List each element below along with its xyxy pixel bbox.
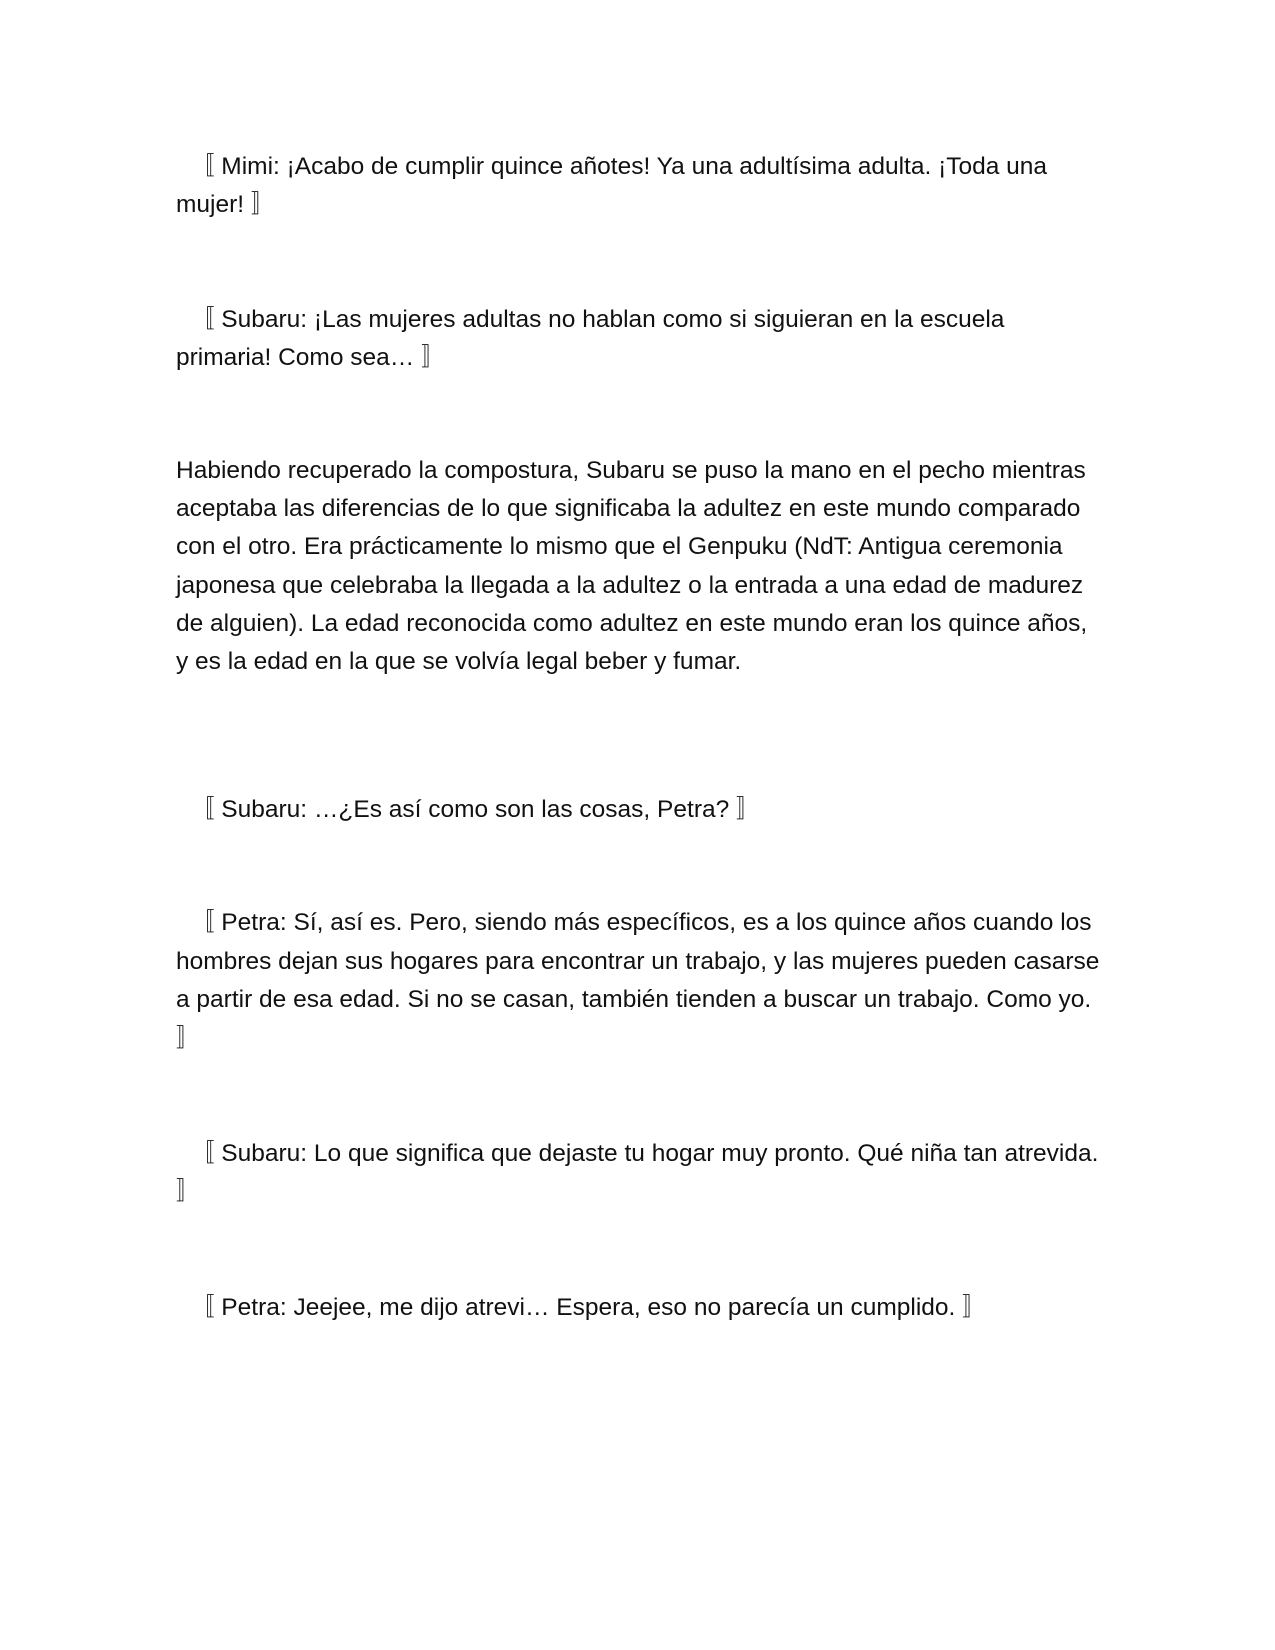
dialogue-subaru-bold-girl: 〚 Subaru: Lo que significa que dejaste tu hogar muy pronto. Qué niña tan atrevida. 〛: [176, 1140, 1099, 1205]
dialogue-mimi-birthday: 〚 Mimi: ¡Acabo de cumplir quince añotes! Ya una adultísima adulta. ¡Toda una mujer! 〛: [176, 153, 1048, 218]
dialogue-subaru-adult-women: 〚 Subaru: ¡Las mujeres adultas no hablan como si siguieran en la escuela primaria! Como sea… 〛: [176, 306, 1005, 371]
dialogue-petra-compliment: 〚 Petra: Jeejee, me dijo atrevi… Espera, eso no parecía un cumplido. 〛: [190, 1294, 987, 1321]
narration-paragraph: Habiendo recuperado la compostura, Subaru se puso la mano en el pecho mientras aceptaba las diferencias de lo que significaba la adultez en este mundo comparado con el otro. Era prácticamente lo mismo que el Genpuku (NdT: Antigua ceremonia japonesa que celebraba la llegada a la adultez o la entrada a una edad de madurez de alguien). La edad reconocida como adultez en este mundo eran los quince años, y es la edad en la que se volvía legal beber y fumar.: [176, 457, 1088, 676]
dialogue-subaru-question: 〚 Subaru: …¿Es así como son las cosas, Petra? 〛: [190, 796, 761, 823]
dialogue-petra-explanation: 〚 Petra: Sí, así es. Pero, siendo más específicos, es a los quince años cuando los hombres dejan sus hogares para encontrar un trabajo, y las mujeres pueden casarse a partir de esa edad. Si no se casan, también tienden a buscar un trabajo. Como yo. 〛: [176, 909, 1100, 1052]
